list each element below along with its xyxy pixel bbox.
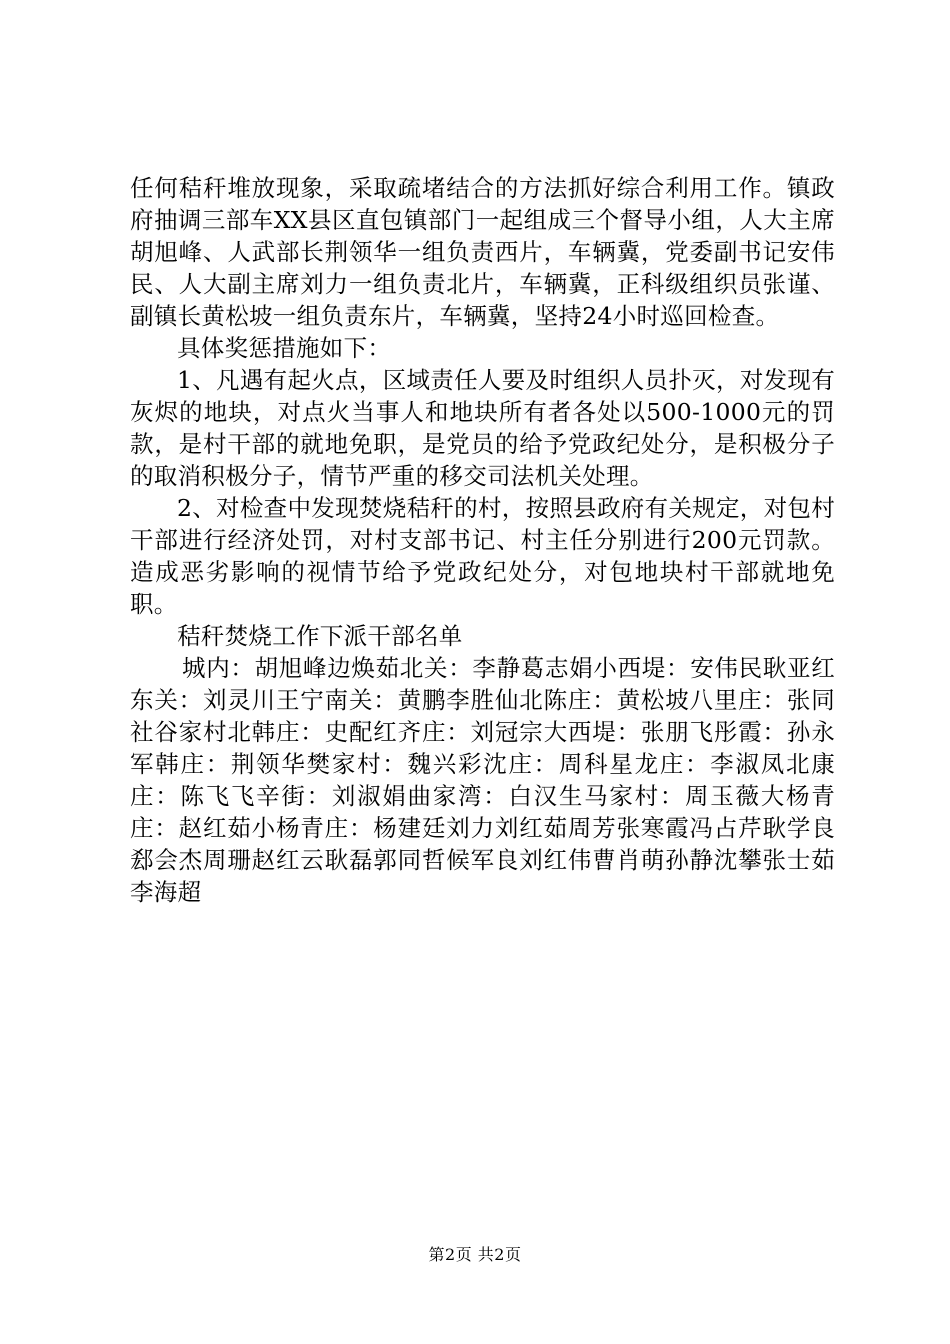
paragraph-measure-2: 2、对检查中发现焚烧秸秆的村，按照县政府有关规定，对包村干部进行经济处罚，对村支部书记、村主任分别进行200元罚款。造成恶劣影响的视情节给予党政纪处分，对包地块村干部就地免职。 bbox=[130, 494, 835, 618]
paragraph-list-heading: 秸秆焚烧工作下派干部名单 bbox=[177, 622, 463, 650]
paragraph-measure-1: 1、凡遇有起火点，区域责任人要及时组织人员扑灭，对发现有灰烬的地块，对点火当事人和地块所有者各处以500-1000元的罚款，是村干部的就地免职，是党员的给予党政纪处分，是积极分子的取消积极分子，情节严重的移交司法机关处理。 bbox=[130, 366, 835, 490]
paragraph-measures-heading: 具体奖惩措施如下： bbox=[177, 334, 392, 362]
paragraph-cadre-list: 城内：胡旭峰边焕茹北关：李静葛志娟小西堤：安伟民耿亚红东关：刘灵川王宁南关：黄鹏李胜仙北陈庄：黄松坡八里庄：张同社谷家村北韩庄：史配红齐庄：刘冠宗大西堤：张朋飞彤霞：孙永军韩庄：荆领华樊家村：魏兴彩沈庄：周科星龙庄：李淑凤北康庄：陈飞飞辛街：刘淑娟曲家湾：白汉生马家村：周玉薇大杨青庄：赵红茹小杨青庄：杨建廷刘力刘红茹周芳张寒霞冯占芹耿学良郄会杰周珊赵红云耿磊郭同哲候军良刘红伟曹肖萌孙静沈攀张士茹李海超 bbox=[130, 654, 835, 906]
document-body bbox=[130, 172, 835, 908]
paragraph-continuation: 任何秸秆堆放现象，采取疏堵结合的方法抓好综合利用工作。镇政府抽调三部车XX县区直包镇部门一起组成三个督导小组，人大主席胡旭峰、人武部长荆领华一组负责西片，车辆冀，党委副书记安伟民、人大副主席刘力一组负责北片，车辆冀，正科级组织员张谨、副镇长黄松坡一组负责东片，车辆冀，坚持24小时巡回检查。 bbox=[130, 174, 835, 330]
page-number-footer: 第2页 共2页 bbox=[428, 1245, 522, 1264]
